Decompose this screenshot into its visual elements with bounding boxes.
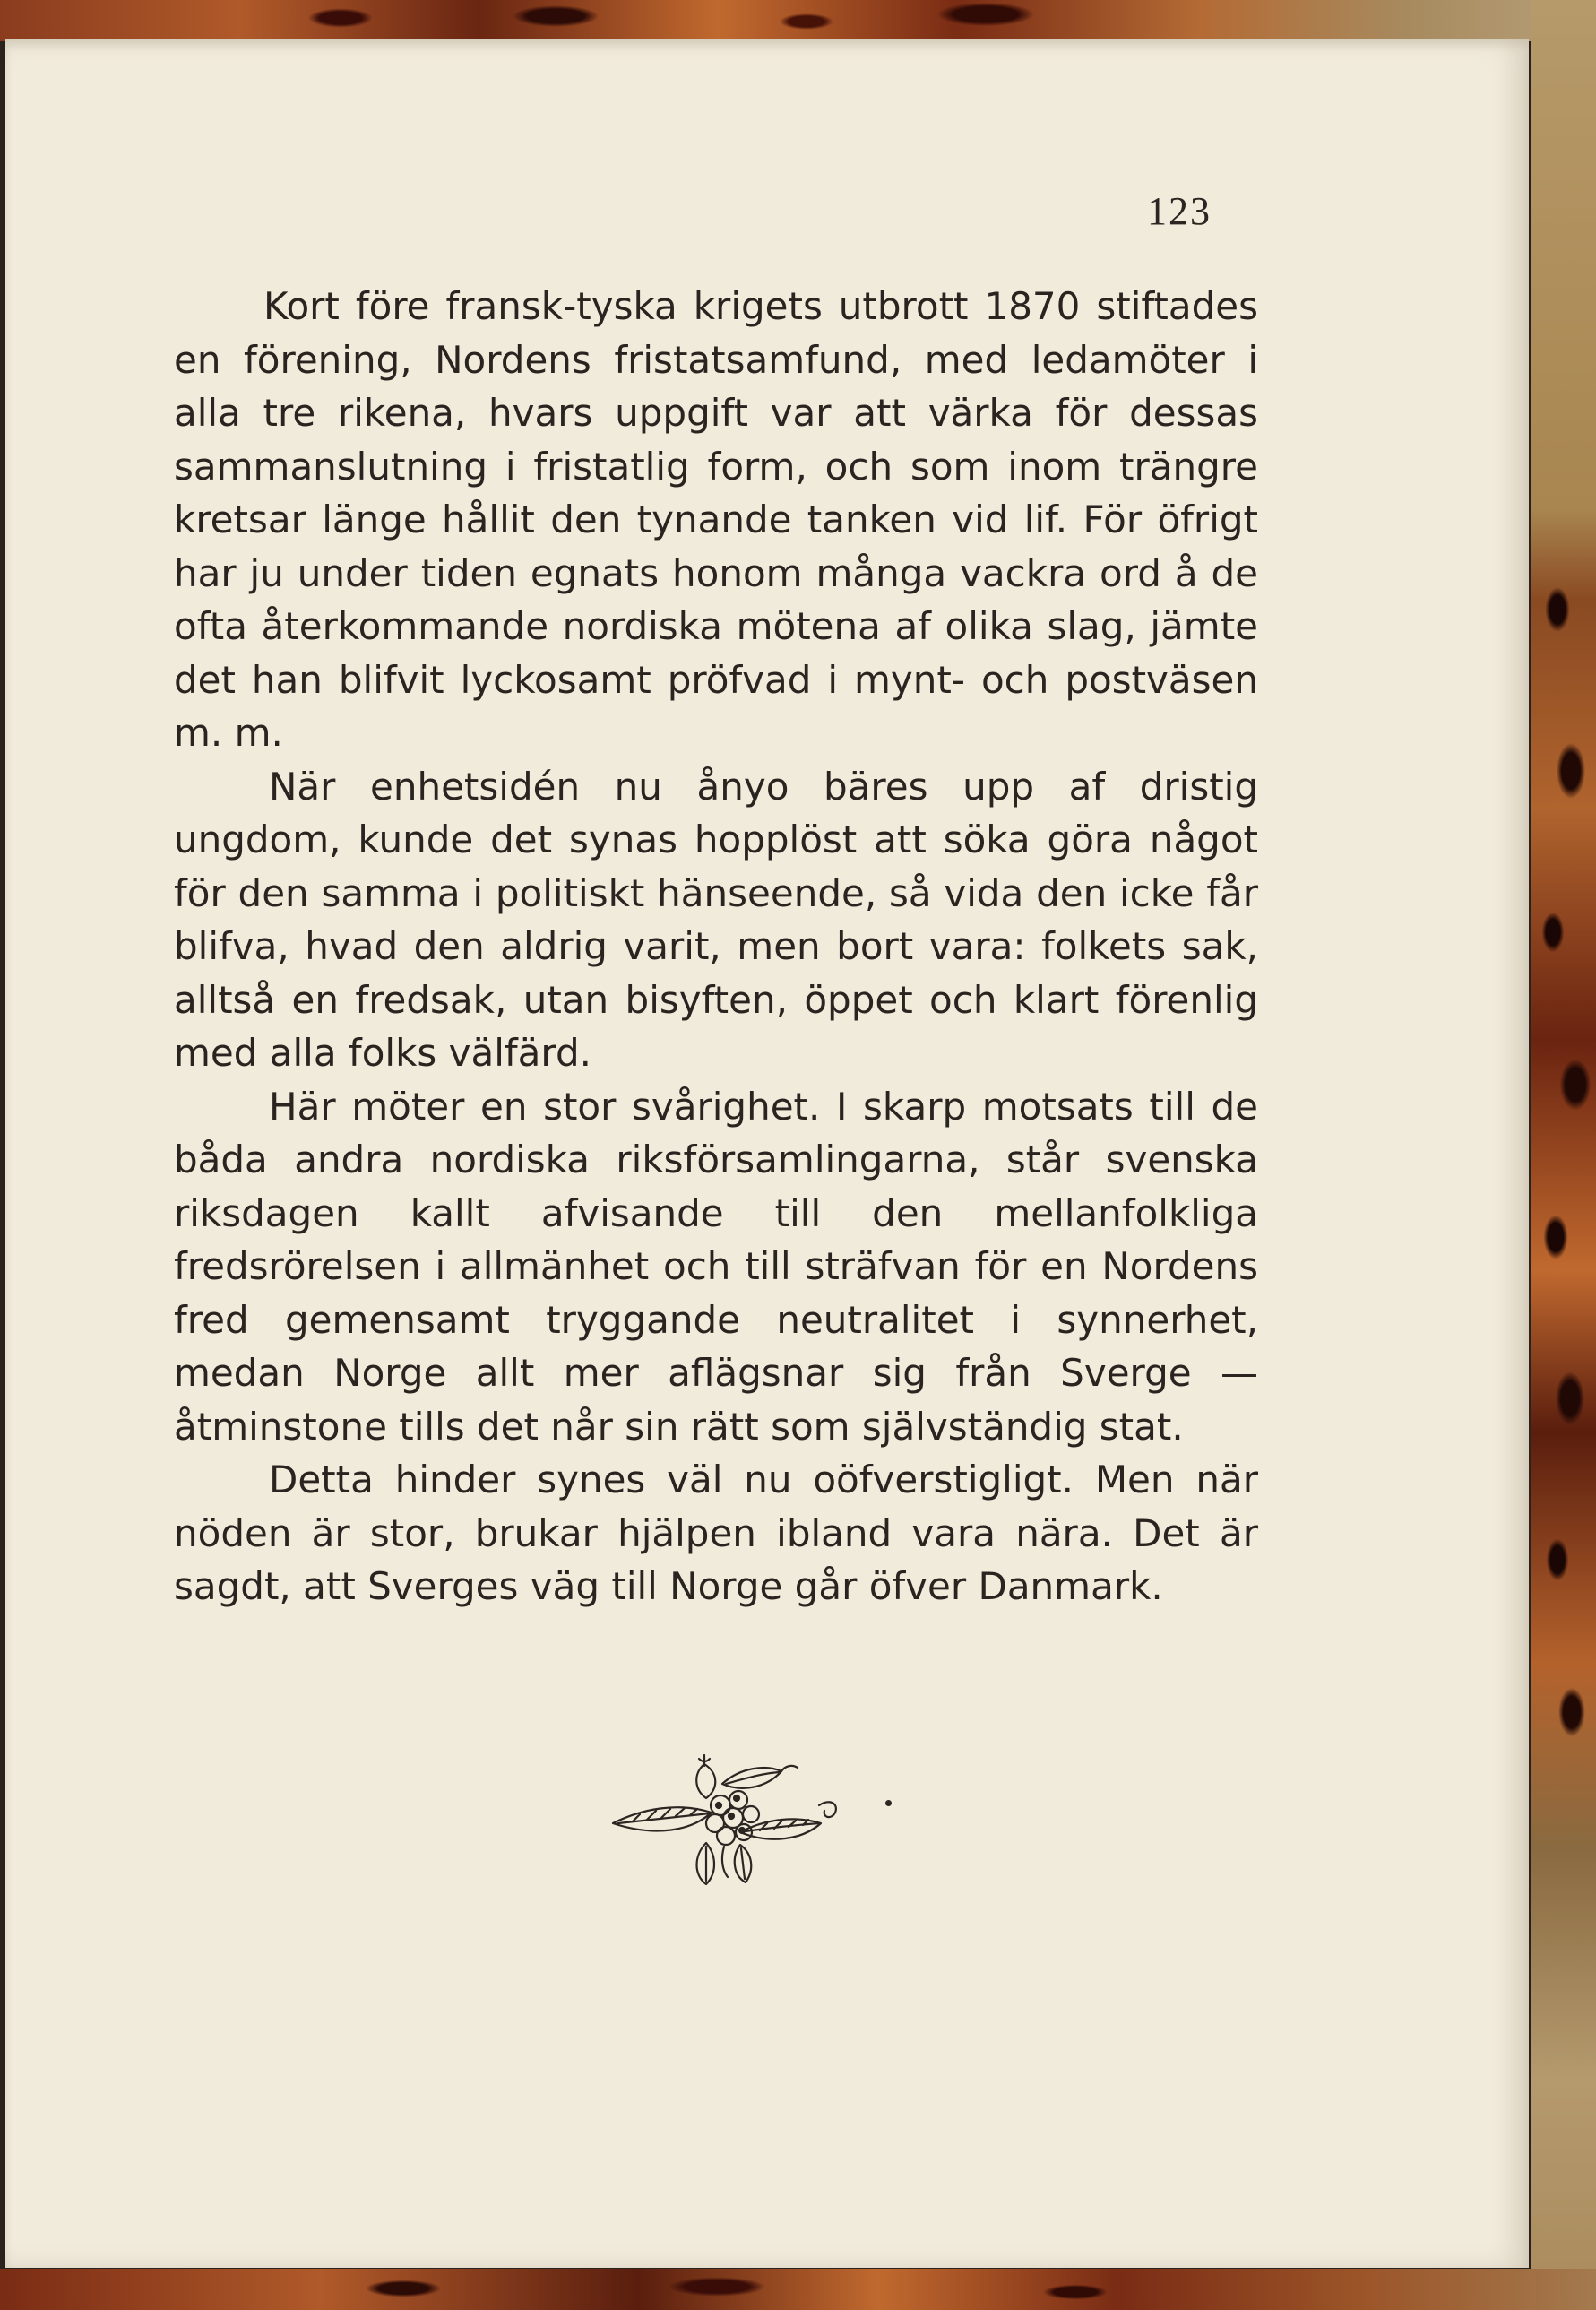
floral-ornament-icon	[606, 1746, 857, 1890]
marbled-board-right	[1531, 0, 1596, 2310]
page-number: 123	[1147, 189, 1212, 233]
paragraph-2: När enhetsidén nu ånyo bäres upp af dristig ungdom, kunde det synas hopplöst att söka göra något för den samma i politiskt hänseende, så vida den icke får blifva, hvad den aldrig varit, men bort vara: folkets sak, alltså en fredsak, utan bisyften, öppet och klart förenlig med alla folks välfärd.	[174, 764, 1258, 1075]
marbled-board-bottom	[0, 2269, 1596, 2310]
marbled-board-top	[0, 0, 1596, 41]
ink-speck	[885, 1800, 892, 1806]
paragraph-1: Kort före fransk-tyska krigets utbrott 1870 stiftades en förening, Nordens fristatsamfund, med ledamöter i alla tre rikena, hvars uppgift var att värka för dessas sammanslutning i fristatlig form, och som inom trängre kretsar länge hållit den tynande tanken vid lif. För öfrigt har ju under tiden egnats honom många vackra ord å de ofta återkommande nordiska mötena af olika slag, jämte det han blifvit lyckosamt pröfvad i mynt- och postväsen m. m.	[174, 284, 1258, 755]
body-text	[174, 280, 1258, 1614]
paragraph-4: Detta hinder synes väl nu oöfverstigligt. Men när nöden är stor, brukar hjälpen ibland vara nära. Det är sagdt, att Sverges väg till Norge går öfver Danmark.	[174, 1458, 1258, 1608]
paragraph-3: Här möter en stor svårighet. I skarp motsats till de båda andra nordiska riksförsamlingarna, står svenska riksdagen kallt afvisande till den mellanfolkliga fredsrörelsen i allmänhet och till sträfvan för en Nordens fred gemensamt tryggande neutralitet i synnerhet, medan Norge allt mer aflägsnar sig från Sverge — åtminstone tills det når sin rätt som självständig stat.	[174, 1084, 1258, 1449]
